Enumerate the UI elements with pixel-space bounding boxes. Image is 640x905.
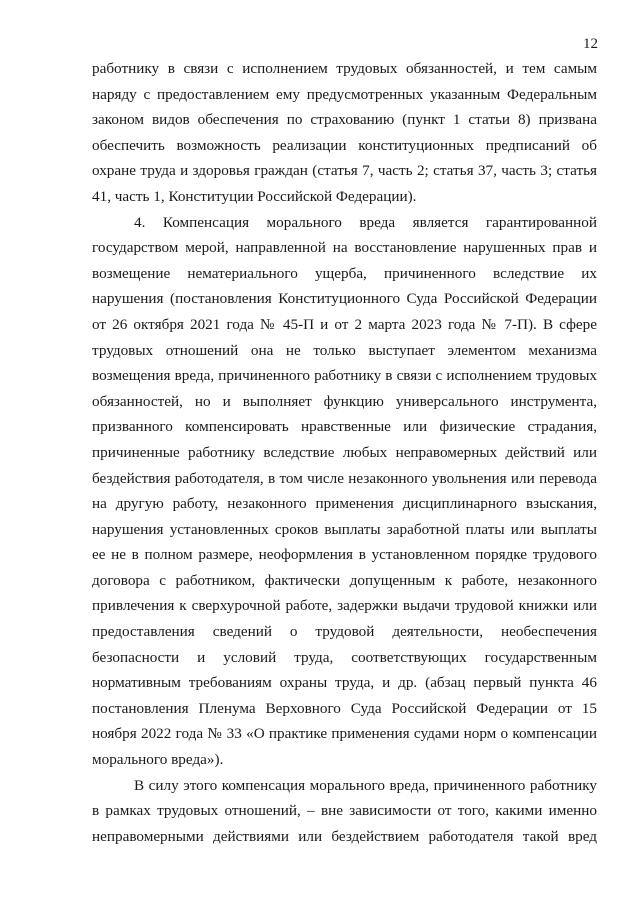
text-line: ее не в полном размере, неоформления в установленном порядке трудового bbox=[92, 546, 597, 564]
text-line: безопасности и условий труда, соответствующих государственным bbox=[92, 648, 597, 666]
text-line: привлечения к сверхурочной работе, задержки выдачи трудовой книжки или bbox=[92, 597, 597, 615]
text-line: в рамках трудовых отношений, – вне зависимости от того, какими именно bbox=[92, 802, 597, 820]
text-line: предоставления сведений о трудовой деятельности, необеспечения bbox=[92, 623, 597, 641]
text-line: трудовых отношений она не только выступает элементом механизма bbox=[92, 341, 597, 359]
text-line: наряду с предоставлением ему предусмотренных указанным Федеральным bbox=[92, 85, 597, 103]
text-line: на другую работу, незаконного применения дисциплинарного взыскания, bbox=[92, 495, 597, 513]
text-line: обязанностей, но и выполняет функцию универсального инструмента, bbox=[92, 392, 597, 410]
text-line: призванного компенсировать нравственные или физические страдания, bbox=[92, 418, 597, 436]
text-line: нормативным требованиям охраны труда, и др. (абзац первый пункта 46 bbox=[92, 674, 597, 692]
body-text bbox=[92, 56, 597, 849]
text-line: государством мерой, направленной на восстановление нарушенных прав и bbox=[92, 239, 597, 257]
text-line: бездействия работодателя, в том числе незаконного увольнения или перевода bbox=[92, 469, 597, 487]
text-line: нарушения установленных сроков выплаты заработной платы или выплаты bbox=[92, 520, 597, 538]
text-line: нарушения (постановления Конституционного Суда Российской Федерации bbox=[92, 290, 597, 308]
page-number: 12 bbox=[583, 36, 598, 52]
text-line: возмещения вреда, причиненного работнику в связи с исполнением трудовых bbox=[92, 367, 597, 385]
text-line: законом видов обеспечения по страхованию (пункт 1 статьи 8) призвана bbox=[92, 111, 597, 129]
text-line: постановления Пленума Верховного Суда Российской Федерации от 15 bbox=[92, 699, 597, 717]
text-line: от 26 октября 2021 года № 45-П и от 2 марта 2023 года № 7-П). В сфере bbox=[92, 315, 597, 333]
paragraph-first-line: 4. Компенсация морального вреда является гарантированной bbox=[134, 213, 597, 231]
text-line: ноября 2022 года № 33 «О практике применения судами норм о компенсации bbox=[92, 725, 597, 743]
paragraph-first-line: В силу этого компенсация морального вреда, причиненного работнику bbox=[134, 776, 597, 794]
text-line: охране труда и здоровья граждан (статья 7, часть 2; статья 37, часть 3; статья bbox=[92, 162, 597, 180]
text-line: обеспечить возможность реализации конституционных предписаний об bbox=[92, 136, 597, 154]
text-line: морального вреда»). bbox=[92, 751, 224, 769]
text-line: договора с работником, фактически допущенным к работе, незаконного bbox=[92, 571, 597, 589]
text-line: 41, часть 1, Конституции Российской Федерации). bbox=[92, 187, 417, 205]
text-line: работнику в связи с исполнением трудовых обязанностей, и тем самым bbox=[92, 60, 597, 77]
text-line: причиненные работнику вследствие любых неправомерных действий или bbox=[92, 443, 597, 461]
text-line: возмещение нематериального ущерба, причиненного вследствие их bbox=[92, 264, 597, 282]
text-line: неправомерными действиями или бездействием работодателя такой вред bbox=[92, 827, 597, 845]
